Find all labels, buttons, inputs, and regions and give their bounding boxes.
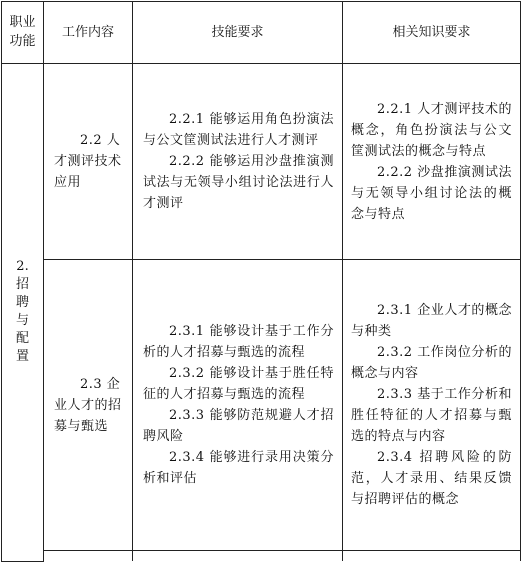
knowledge-item: 2.3.4 招聘风险的防范，人才录用、结果反馈与招聘评估的概念 [351,450,512,507]
skill-item: 2.2.1 能够运用角色扮演法与公文筐测试法进行人才测评 [143,112,334,148]
header-knowledge: 相关知识要求 [343,2,521,64]
knowledge-cell [343,64,521,260]
function-cell-text: 2.招聘与配置 [15,259,29,365]
skill-item: 2.3.3 能够防范规避人才招聘风险 [143,408,334,444]
skills-cell [133,64,343,260]
skill-item: 2.3.1 能够设计基于工作分析的人才招募与甄选的流程 [143,324,334,360]
knowledge-item: 2.2.2 沙盘推演测试法与无领导小组讨论法的概念与特点 [351,164,512,222]
knowledge-item: 2.2.1 人才测评技术的概念，角色扮演法与公文筐测试法的概念与特点 [351,101,512,159]
skills-cell [133,260,343,551]
competency-table [1,1,521,562]
table-row [2,64,521,260]
header-row [2,2,521,64]
work-content-cell [44,260,133,551]
knowledge-item: 2.3.3 基于工作分析和胜任特征的人才招募与甄选的特点与内容 [351,387,512,444]
work-content-text: 2.3 企业人才的招募与甄选 [54,376,122,434]
skill-item: 2.3.4 能够进行录用决策分析和评估 [143,450,334,486]
header-function [2,2,44,64]
work-content-cell [44,64,133,260]
skill-item: 2.2.2 能够运用沙盘推演测试法与无领导小组讨论法进行人才测评 [143,154,334,211]
knowledge-cell [343,260,521,551]
knowledge-item: 2.3.1 企业人才的概念与种类 [351,303,512,339]
skill-item: 2.3.2 能够设计基于胜任特征的人才招募与甄选的流程 [143,366,334,402]
table-row [2,260,521,551]
header-skills: 技能要求 [133,2,343,64]
function-cell [2,64,44,562]
header-function-text: 职业功能 [9,15,36,49]
header-content: 工作内容 [44,2,133,64]
knowledge-item: 2.3.2 工作岗位分析的概念与内容 [351,345,512,381]
work-content-text: 2.2 人才测评技术应用 [54,133,122,190]
